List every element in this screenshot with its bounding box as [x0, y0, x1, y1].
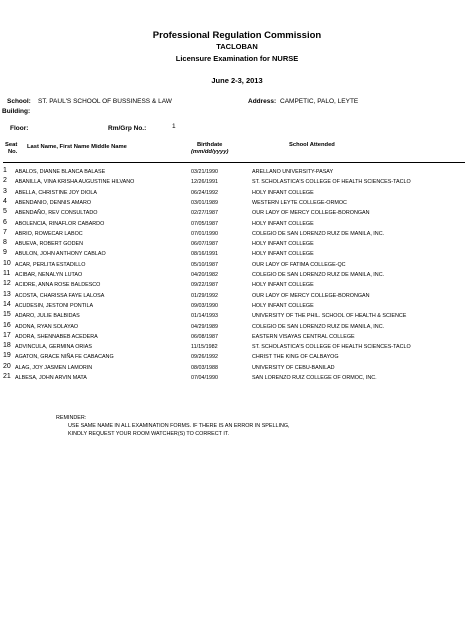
table-row	[0, 312, 474, 322]
examinee-name: ADVINCULA, GERMINA ORIAS	[15, 344, 92, 351]
seat-number: 15	[3, 311, 11, 319]
seat-number: 5	[3, 208, 7, 216]
school-attended: UNIVERSITY OF THE PHIL. SCHOOL OF HEALTH & SCIENCE	[252, 313, 407, 320]
table-row	[0, 323, 474, 333]
birthdate: 06/24/1992	[191, 189, 218, 196]
birthdate: 03/21/1990	[191, 169, 218, 175]
school-attended: WESTERN LEYTE COLLEGE-ORMOC	[252, 199, 347, 206]
examinee-name: ABENDANIO, DENNIS AMARO	[15, 199, 92, 206]
seat-number: 10	[3, 259, 11, 267]
school-attended: SAN LORENZO RUIZ COLLEGE OF ORMOC, INC.	[252, 375, 377, 381]
examinee-name: ABUEVA, ROBERT GODEN	[15, 241, 83, 248]
examinee-name: ABALOS, DIANNE BLANCA BALASE	[15, 169, 106, 175]
table-row	[0, 374, 474, 384]
reminder-line-2: KINDLY REQUEST YOUR ROOM WATCHER(S) TO CORRECT IT.	[68, 431, 230, 437]
table-row	[0, 240, 474, 250]
seat-number: 18	[3, 342, 11, 350]
birthdate: 01/29/1992	[191, 292, 218, 299]
table-row	[0, 199, 474, 209]
birthdate: 09/03/1990	[191, 302, 218, 309]
birthdate: 07/04/1990	[191, 375, 218, 381]
seat-number: 9	[3, 249, 7, 257]
school-attended: HOLY INFANT COLLEGE	[252, 189, 314, 196]
table-row	[0, 168, 474, 178]
school-attended: HOLY INFANT COLLEGE	[252, 220, 314, 227]
column-school: School Attended	[289, 142, 335, 148]
table-row	[0, 271, 474, 281]
table-row	[0, 261, 474, 271]
address-value: CAMPETIC, PALO, LEYTE	[280, 98, 359, 105]
school-attended: UNIVERSITY OF CEBU-BANILAD	[252, 364, 335, 371]
examinee-name: ACOSTA, CHARISSA FAYE LALOSA	[15, 292, 105, 299]
table-row	[0, 209, 474, 219]
school-attended: HOLY INFANT COLLEGE	[252, 282, 314, 289]
room-label: Rm/Grp No.:	[108, 125, 147, 132]
header-divider	[3, 162, 465, 163]
birthdate: 08/03/1988	[191, 364, 218, 371]
examinee-name: ABULON, JOHN ANTHONY CABLAO	[15, 251, 106, 258]
birthdate: 04/20/1982	[191, 272, 218, 278]
seat-number: 2	[3, 177, 7, 185]
school-value: ST. PAUL'S SCHOOL OF BUSSINESS & LAW	[38, 98, 172, 105]
birthdate: 01/14/1993	[191, 313, 218, 320]
table-row	[0, 250, 474, 260]
reminder-line-1: USE SAME NAME IN ALL EXAMINATION FORMS. IF THERE IS AN ERROR IN SPELLING,	[68, 423, 290, 429]
birthdate: 09/26/1992	[191, 354, 218, 361]
examinee-name: AGATON, GRACE NIÑA FE CABACANG	[15, 354, 114, 361]
seat-number: 8	[3, 239, 7, 247]
birthdate: 09/22/1987	[191, 282, 218, 289]
school-attended: EASTERN VISAYAS CENTRAL COLLEGE	[252, 333, 355, 340]
birthdate: 02/27/1987	[191, 210, 218, 217]
column-birthdate	[191, 142, 228, 156]
table-row	[0, 189, 474, 199]
school-attended: COLEGIO DE SAN LORENZO RUIZ DE MANILA, INC.	[252, 272, 385, 278]
seat-number: 13	[3, 290, 11, 298]
city-heading: TACLOBAN	[216, 42, 258, 51]
table-row	[0, 333, 474, 343]
column-seat	[5, 142, 17, 156]
column-seat-line2: No.	[8, 149, 18, 155]
birthdate: 07/01/1990	[191, 230, 218, 237]
examinee-name: ACIBAR, NENALYN LUTAO	[15, 272, 83, 278]
table-row	[0, 178, 474, 188]
school-attended: ST. SCHOLASTICA'S COLLEGE OF HEALTH SCIENCES-TACLO	[252, 344, 411, 351]
examinee-name: ABENDAÑO, REV CONSULTADO	[15, 210, 98, 217]
seat-number: 7	[3, 228, 7, 236]
school-attended: ST. SCHOLASTICA'S COLLEGE OF HEALTH SCIENCES-TACLO	[252, 179, 411, 186]
document-title: Professional Regulation Commission	[152, 30, 322, 41]
seat-number: 16	[3, 321, 11, 329]
birthdate: 12/26/1991	[191, 179, 218, 186]
school-attended: HOLY INFANT COLLEGE	[252, 241, 314, 248]
birthdate: 11/15/1982	[191, 344, 218, 351]
examinee-name: ACAR, PERLITA ESTADILLO	[15, 261, 86, 268]
birthdate: 07/05/1987	[191, 220, 218, 227]
examinee-name: ABRIO, ROWECAR LABOC	[15, 230, 83, 237]
birthdate: 04/29/1989	[191, 323, 218, 330]
table-row	[0, 364, 474, 374]
column-birthdate-line1: Birthdate	[196, 142, 223, 148]
seat-number: 6	[3, 218, 7, 226]
reminder-label: REMINDER:	[56, 415, 87, 421]
seat-number: 3	[3, 187, 7, 195]
examinee-name: ALBESA, JOHN ARVIN MATA	[15, 375, 87, 381]
seat-number: 4	[3, 197, 7, 205]
birthdate: 06/07/1987	[191, 241, 218, 248]
examinee-name: ABOLENCIA, RINAFLOR CABARDO	[15, 220, 105, 227]
school-attended: HOLY INFANT COLLEGE	[252, 302, 314, 309]
seat-number: 17	[3, 331, 11, 339]
school-attended: CHRIST THE KING OF CALBAYOG	[252, 354, 339, 361]
floor-label: Floor:	[10, 125, 29, 132]
school-attended: OUR LADY OF FATIMA COLLEGE-QC	[252, 261, 346, 268]
column-seat-line1: Seat	[5, 142, 18, 148]
column-birthdate-line2: (mm/dd/yyyy)	[191, 149, 229, 155]
seat-number: 19	[3, 352, 11, 360]
table-row	[0, 292, 474, 302]
birthdate: 06/08/1987	[191, 333, 218, 340]
exam-heading: Licensure Examination for NURSE	[175, 54, 299, 63]
examinee-name: ACUDESIN, JESTONI PONTILA	[15, 302, 94, 309]
examinee-name: ABANILLA, VINA KRISHA AUGUSTINE HILVANO	[15, 179, 135, 186]
birthdate: 03/01/1989	[191, 199, 218, 206]
school-attended: ARELLANO UNIVERSITY-PASAY	[252, 169, 334, 175]
column-name: Last Name, First Name Middle Name	[27, 144, 127, 150]
school-attended: OUR LADY OF MERCY COLLEGE-BORONGAN	[252, 292, 370, 299]
school-attended: OUR LADY OF MERCY COLLEGE-BORONGAN	[252, 210, 370, 217]
table-row	[0, 343, 474, 353]
school-attended: COLEGIO DE SAN LORENZO RUIZ DE MANILA, INC.	[252, 323, 385, 330]
seat-number: 12	[3, 280, 11, 288]
seat-number: 20	[3, 362, 11, 370]
examinee-name: ADARO, JULIE BALBIDAS	[15, 313, 80, 320]
seat-number: 11	[3, 270, 11, 277]
examinee-name: ACIDRE, ANNA ROSE BALDESCO	[15, 282, 101, 289]
birthdate: 05/10/1987	[191, 261, 218, 268]
school-label: School:	[7, 98, 31, 105]
room-value: 1	[172, 123, 176, 130]
table-row	[0, 353, 474, 363]
examinee-name: ADONA, RYAN SOLAYAO	[15, 323, 79, 330]
examinee-name: ADORA, SHENNABEB ACEDERA	[15, 333, 98, 340]
school-attended: HOLY INFANT COLLEGE	[252, 251, 314, 258]
exam-date: June 2-3, 2013	[211, 76, 263, 85]
seat-number: 14	[3, 300, 11, 308]
table-row	[0, 220, 474, 230]
table-row	[0, 302, 474, 312]
examinee-name: ABELLA, CHRISTINE JOY DIOLA	[15, 189, 97, 196]
birthdate: 08/16/1991	[191, 251, 218, 258]
seat-number: 21	[3, 373, 11, 380]
school-attended: COLEGIO DE SAN LORENZO RUIZ DE MANILA, INC.	[252, 230, 385, 237]
examinee-name: ALAG, JOY JASMEN LAMORIN	[15, 364, 93, 371]
building-label: Building:	[2, 108, 31, 115]
table-row	[0, 281, 474, 291]
table-row	[0, 230, 474, 240]
seat-number: 1	[3, 167, 7, 174]
address-label: Address:	[248, 98, 277, 105]
